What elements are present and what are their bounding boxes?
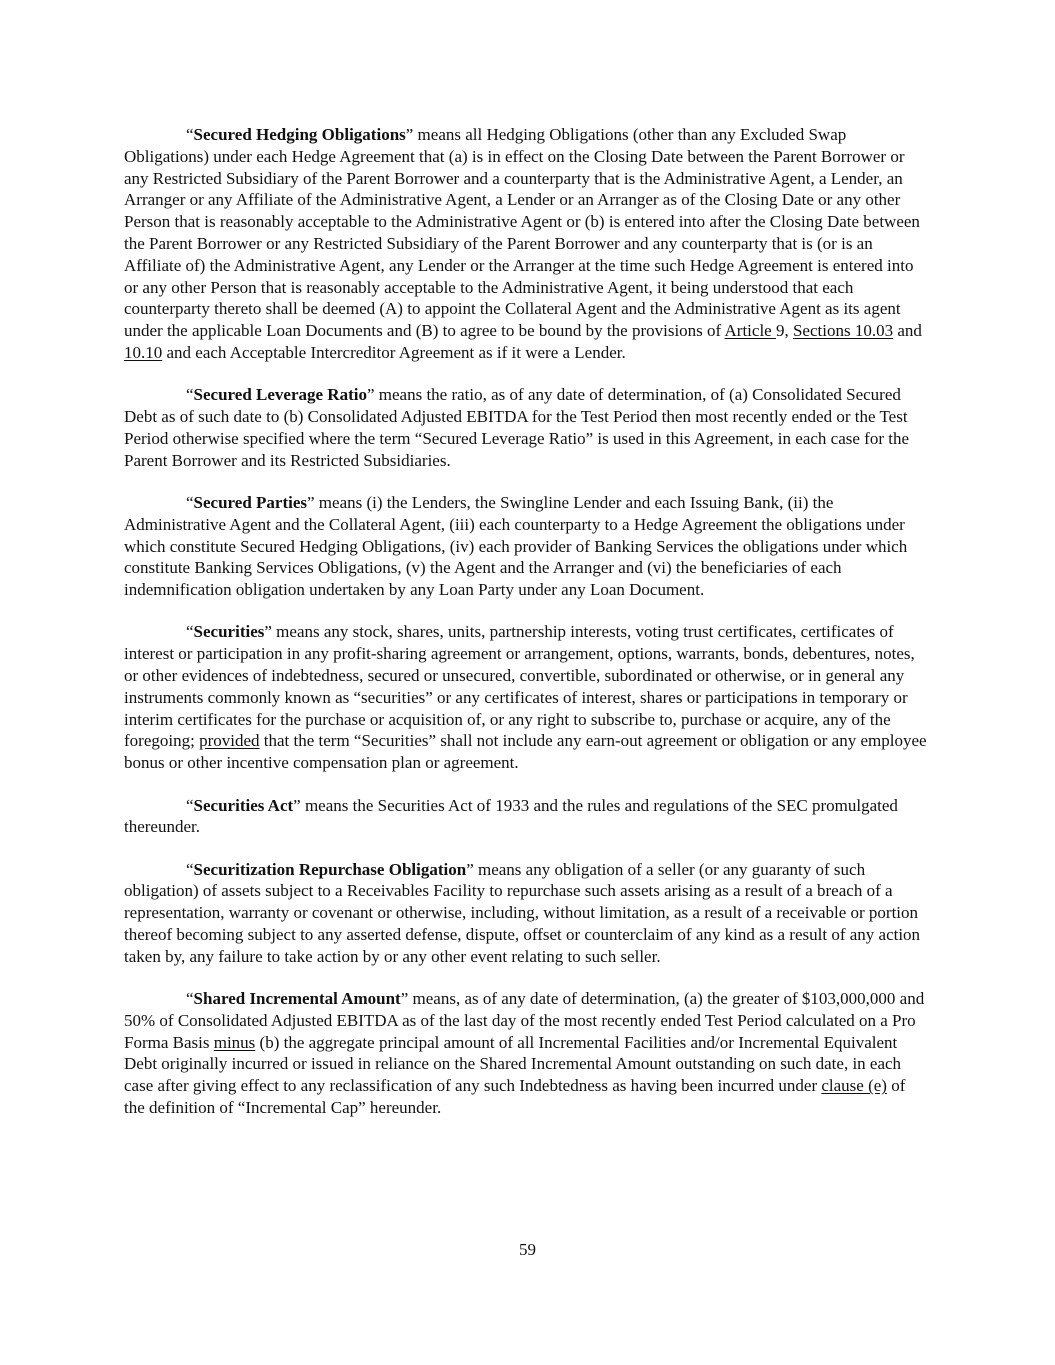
defined-term: Shared Incremental Amount: [193, 989, 401, 1009]
definition-securities: “Securities” means any stock, shares, units, partnership interests, voting trust certificates, certificates of interest or participation in any profit-sharing agreement or arrangement, options, warrants, bonds, debentures, notes, or other evidences of indebtedness, secured or unsecured, convertible, subordinated or otherwise, or in general any instruments commonly known as “securities” or any certificates of interest, shares or participations in temporary or interim certificates for the purchase or acquisition of, or any right to subscribe to, purchase or acquire, any of the foregoing; provided that the term “Securities” shall not include any earn-out agreement or obligation or any employee bonus or other incentive compensation plan or agreement.: [124, 622, 927, 773]
definition-shared-incremental-amount: “Shared Incremental Amount” means, as of any date of determination, (a) the greater of $103,000,000 and 50% of Consolidated Adjusted EBITDA as of the last day of the most recently ended Test Period calculated on a Pro Forma Basis minus (b) the aggregate principal amount of all Incremental Facilities and/or Incremental Equivalent Debt originally incurred or issued in reliance on the Shared Incremental Amount outstanding on such date, in each case after giving effect to any reclassification of any such Indebtedness as having been incurred under clause (e) of the definition of “Incremental Cap” hereunder.: [124, 989, 925, 1118]
defined-term: Secured Hedging Obligations: [193, 125, 406, 144]
defined-term: Securities Act: [193, 795, 294, 815]
cross-reference: Article: [724, 321, 776, 341]
defined-term: Securitization Repurchase Obligation: [193, 859, 467, 879]
definition-securitization-repurchase-obligation: “Securitization Repurchase Obligation” means any obligation of a seller (or any guaranty of such obligation) of assets subject to a Receivables Facility to repurchase such assets arising as a result of a breach of a representation, warranty or covenant or otherwise, including, without limitation, as a result of a receivable or portion thereof becoming subject to any asserted defense, dispute, offset or counterclaim of any kind as a result of any action taken by, any failure to take action by or any other event relating to such seller.: [124, 859, 921, 966]
definition-secured-hedging-obligations: “Secured Hedging Obligations” means all Hedging Obligations (other than any Excluded Swap Obligations) under each Hedge Agreement that (a) is in effect on the Closing Date between the Parent Borrower or any Restricted Subsidiary of the Parent Borrower and a counterparty that is the Administrative Agent, a Lender, an Arranger or any Affiliate of the Administrative Agent, a Lender or an Arranger as of the Closing Date or any other Person that is reasonably acceptable to the Administrative Agent or (b) is entered into after the Closing Date between the Parent Borrower or any Restricted Subsidiary of the Parent Borrower and any counterparty that is (or is an Affiliate of) the Administrative Agent, any Lender or the Arranger at the time such Hedge Agreement is entered into or any other Person that is reasonably acceptable to the Administrative Agent, it being understood that each counterparty thereto shall be deemed (A) to appoint the Collateral Agent and the Administrative Agent as its agent under the applicable Loan Documents and (B) to agree to be bound by the provisions of Article 9, Sections 10.03 and 10.10 and each Acceptable Intercreditor Agreement as if it were a Lender.: [124, 125, 922, 362]
cross-reference: Sections 10.03: [792, 321, 894, 341]
emphasis-underlined: provided: [199, 731, 260, 751]
defined-term: Secured Leverage Ratio: [193, 385, 367, 405]
document-body: [124, 124, 928, 1139]
definition-secured-leverage-ratio: “Secured Leverage Ratio” means the ratio, as of any date of determination, of (a) Consolidated Secured Debt as of such date to (b) Consolidated Adjusted EBITDA for the Test Period then most recently ended or the Test Period otherwise specified where the term “Secured Leverage Ratio” is used in this Agreement, in each case for the Parent Borrower and its Restricted Subsidiaries.: [124, 385, 910, 470]
cross-reference: 10.10: [124, 342, 163, 362]
defined-term: Securities: [193, 622, 265, 642]
page-number: 59: [519, 1240, 536, 1259]
emphasis-underlined: minus: [213, 1032, 256, 1052]
defined-term: Secured Parties: [193, 492, 308, 512]
definition-securities-act: “Securities Act” means the Securities Act of 1933 and the rules and regulations of the SEC promulgated thereunder.: [124, 795, 898, 837]
cross-reference: clause (e): [821, 1076, 887, 1096]
definition-secured-parties: “Secured Parties” means (i) the Lenders, the Swingline Lender and each Issuing Bank, (ii) the Administrative Agent and the Collateral Agent, (iii) each counterparty to a Hedge Agreement the obligations under which constitute Secured Hedging Obligations, (iv) each provider of Banking Services the obligations under which constitute Banking Services Obligations, (v) the Agent and the Arranger and (vi) the beneficiaries of each indemnification obligation undertaken by any Loan Party under any Loan Document.: [124, 492, 908, 600]
